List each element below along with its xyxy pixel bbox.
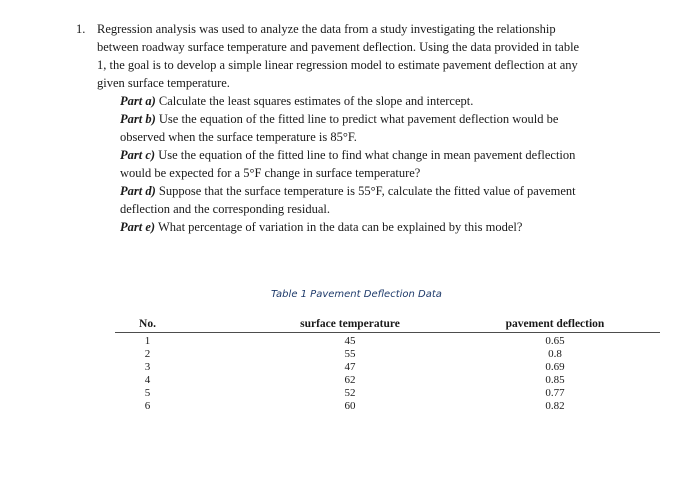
cell-no: 5	[144, 387, 151, 399]
cell-deflection: 0.69	[545, 361, 565, 373]
cell-temperature: 47	[344, 361, 356, 373]
table-row	[115, 374, 660, 387]
table-header-row	[115, 318, 660, 331]
cell-no: 4	[144, 374, 151, 386]
cell-temperature: 52	[344, 387, 356, 399]
table-row	[115, 348, 660, 361]
table-body	[115, 335, 660, 413]
cell-no: 6	[144, 400, 151, 412]
cell-deflection: 0.65	[545, 335, 565, 347]
part-d-label: Part d)	[120, 184, 156, 198]
header-no: No.	[139, 318, 156, 330]
table-row	[115, 387, 660, 400]
part-e-label: Part e)	[120, 220, 156, 234]
cell-temperature: 55	[344, 348, 356, 360]
header-rule	[115, 332, 660, 333]
problem-body	[97, 20, 655, 236]
cell-deflection: 0.82	[545, 400, 565, 412]
problem-parts	[97, 92, 655, 236]
part-b-text-cont: observed when the surface temperature is 85°F.	[120, 130, 357, 144]
header-surface-temperature: surface temperature	[300, 318, 400, 330]
part-a-text: Calculate the least squares estimates of the slope and intercept.	[158, 94, 474, 108]
part-c-text-cont: would be expected for a 5°F change in surface temperature?	[120, 166, 421, 180]
cell-temperature: 62	[344, 374, 356, 386]
part-b	[120, 110, 655, 146]
intro-line: 1, the goal is to develop a simple linear regression model to estimate pavement deflection at any	[97, 58, 578, 72]
part-e	[120, 218, 655, 236]
deflection-table	[115, 318, 660, 412]
cell-temperature: 45	[344, 335, 356, 347]
part-b-text: Use the equation of the fitted line to predict what pavement deflection would be	[158, 112, 559, 126]
part-c	[120, 146, 655, 182]
table-row	[115, 361, 660, 374]
intro-line: given surface temperature.	[97, 76, 230, 90]
table-caption: Table 1 Pavement Deflection Data	[271, 289, 442, 300]
problem-intro	[97, 20, 655, 92]
part-d-text-cont: deflection and the corresponding residual.	[120, 202, 330, 216]
cell-deflection: 0.85	[545, 374, 565, 386]
intro-line: Regression analysis was used to analyze the data from a study investigating the relationship	[97, 22, 556, 36]
part-a-label: Part a)	[120, 94, 156, 108]
part-d	[120, 182, 655, 218]
header-pavement-deflection: pavement deflection	[505, 318, 605, 330]
table-row	[115, 335, 660, 348]
cell-deflection: 0.77	[545, 387, 565, 399]
cell-no: 1	[144, 335, 151, 347]
part-d-text: Suppose that the surface temperature is 55°F, calculate the fitted value of pavement	[158, 184, 576, 198]
part-a	[120, 92, 655, 110]
cell-temperature: 60	[344, 400, 356, 412]
problem-number: 1.	[76, 22, 86, 36]
part-b-label: Part b)	[120, 112, 156, 126]
part-c-label: Part c)	[120, 148, 156, 162]
cell-no: 3	[144, 361, 151, 373]
part-c-text: Use the equation of the fitted line to find what change in mean pavement deflection	[158, 148, 576, 162]
part-e-text: What percentage of variation in the data can be explained by this model?	[157, 220, 523, 234]
table-row	[115, 400, 660, 413]
cell-deflection: 0.8	[548, 348, 562, 360]
cell-no: 2	[144, 348, 151, 360]
intro-line: between roadway surface temperature and pavement deflection. Using the data provided in table	[97, 40, 580, 54]
